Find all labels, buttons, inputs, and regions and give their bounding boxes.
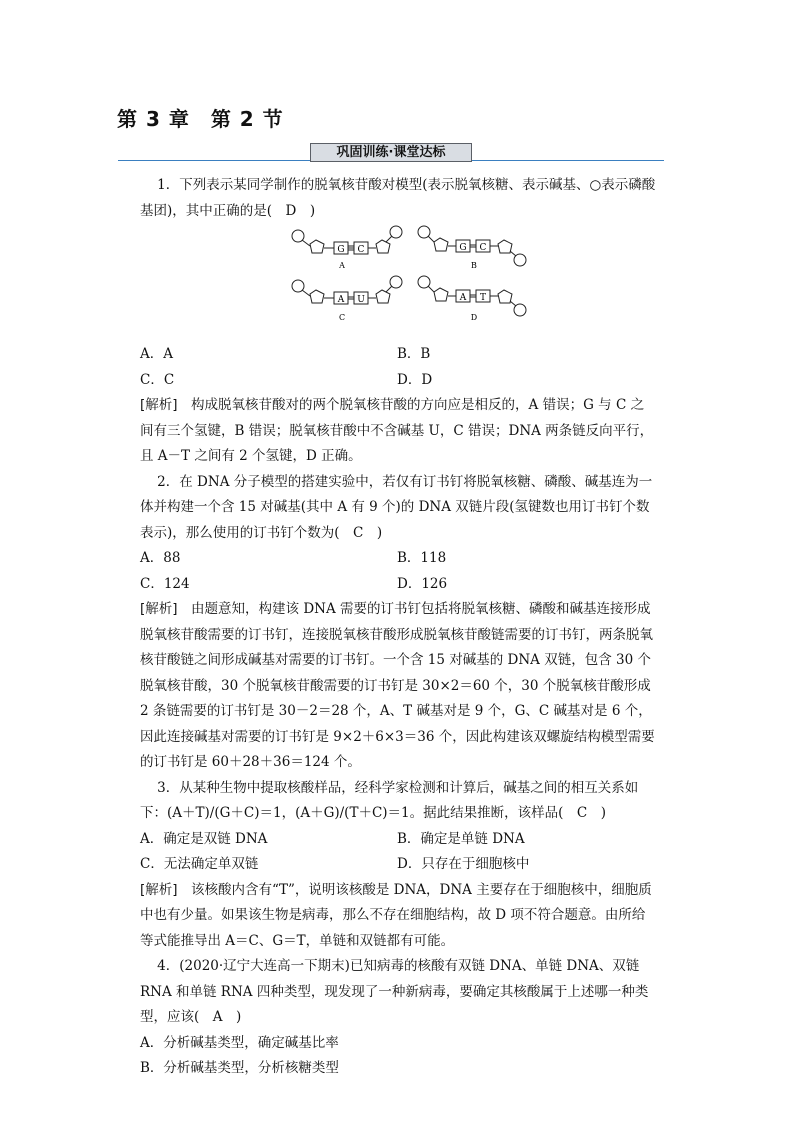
option: C．无法确定单双链: [140, 856, 259, 872]
analysis-text: 由题意知，构建该 DNA 需要的订书钉包括将脱氧核糖、磷酸和碱基连接形成脱氧核苷酸需要的订书钉，连接脱氧核苷酸形成脱氧核苷酸链需要的订书钉，两条脱氧核苷酸链之间形成碱基对需要的订书钉。一个含 15 对碱基的 DNA 双链，包含 30 个脱氧核苷酸，30 个脱氧核苷酸需要的订书钉是 30×2＝60 个，30 个脱氧核苷酸形成 2 条链需要的订书钉是 30－2＝28 个，A、T 碱基对是 9 个，G、C 碱基对是 6 个，因此连接碱基对需要的订书钉是 9×2＋6×3＝36 个，因此构建该双螺旋结构模型需要的订书钉是 60＋28＋36＝124 个。: [140, 601, 655, 770]
option: A．88: [140, 550, 181, 566]
option: A．确定是双链 DNA: [140, 830, 268, 847]
question-3-options-row-2: [140, 852, 656, 878]
analysis-text: 该核酸内含有“T”，说明该核酸是 DNA，DNA 主要存在于细胞核中，细胞质中也有少量。如果该生物是病毒，那么不存在细胞结构，故 D 项不符合题意。由所给等式能推导出 A＝C、G＝T，单链和双链都有可能。: [140, 881, 652, 949]
option: D．D: [397, 371, 433, 388]
model-c-label: C: [338, 313, 346, 322]
analysis-text: 构成脱氧核苷酸对的两个脱氧核苷酸的方向应是相反的，A 错误；G 与 C 之间有三个氢键，B 错误；脱氧核苷酸中不含碱基 U，C 错误；DNA 两条链反向平行，且 A－T 之间有 2 个氢键，D 正确。: [140, 397, 654, 464]
question-3-analysis: [140, 878, 656, 955]
model-d-label: D: [470, 313, 478, 322]
model-b-base-left: G: [459, 243, 467, 253]
banner-label: 巩固训练·课堂达标: [310, 143, 472, 162]
option: D．126: [397, 575, 448, 592]
model-a: [292, 226, 402, 270]
model-d: [418, 276, 526, 322]
model-b-base-right: C: [479, 243, 487, 253]
option: B．118: [397, 550, 447, 566]
model-a-base-left: G: [337, 245, 345, 255]
analysis-tag: [解析]: [140, 601, 178, 617]
question-1-analysis: [140, 393, 656, 470]
model-c: [292, 276, 402, 322]
question-4-stem: 4．(2020·辽宁大连高一下期末)已知病毒的核酸有双链 DNA、单链 DNA、双链 RNA 和单链 RNA 四种类型，现发现了一种新病毒，要确定其核酸属于上述哪一种类型，应该( A ): [140, 958, 649, 1025]
nucleotide-pair-diagram: [140, 224, 656, 342]
model-b: [418, 226, 526, 270]
section-banner: [118, 143, 664, 163]
option: C．C: [140, 371, 175, 388]
model-d-base-right: T: [479, 293, 487, 303]
option: A．分析碱基类型，确定碱基比率: [140, 1034, 339, 1051]
model-d-base-left: A: [459, 293, 467, 303]
question-2-stem: 2．在 DNA 分子模型的搭建实验中，若仅有订书钉将脱氧核糖、磷酸、碱基连为一体并构建一个含 15 对碱基(其中 A 有 9 个)的 DNA 双链片段(氢键数也用订书钉个数表示)，那么使用的订书钉个数为( C ): [140, 473, 653, 541]
exercise-content: [140, 173, 656, 1082]
model-a-base-right: C: [357, 245, 365, 255]
model-b-label: B: [471, 261, 477, 270]
question-2-options-row-1: [140, 546, 656, 572]
model-c-base-right: U: [357, 295, 365, 305]
option: B．确定是单链 DNA: [397, 830, 525, 847]
option: B．分析碱基类型，分析核糖类型: [140, 1060, 339, 1076]
question-2-analysis: [140, 597, 656, 776]
analysis-tag: [解析]: [140, 397, 178, 413]
chapter-title: 第 3 章 第 2 节: [117, 107, 284, 131]
question-1-options-row-2: [140, 368, 656, 394]
question-1-stem: 1．下列表示某同学制作的脱氧核苷酸对模型(表示脱氧核糖、表示碱基、○表示磷酸基团)，其中正确的是( D ): [140, 177, 656, 219]
model-a-label: A: [339, 261, 345, 270]
question-2-options-row-2: [140, 572, 656, 598]
option: B．B: [397, 346, 431, 362]
option: A．A: [140, 346, 173, 362]
model-c-base-left: A: [337, 295, 345, 305]
option: C．124: [140, 575, 190, 592]
question-3-stem: 3．从某种生物中提取核酸样品，经科学家检测和计算后，碱基之间的相互关系如下：(A＋T)/(G＋C)＝1，(A＋G)/(T＋C)＝1。据此结果推断，该样品( C ): [140, 779, 639, 821]
option: D．只存在于细胞核中: [397, 856, 530, 872]
question-3-options-row-1: [140, 827, 656, 853]
question-1-options-row-1: [140, 342, 656, 368]
analysis-tag: [解析]: [140, 881, 178, 898]
